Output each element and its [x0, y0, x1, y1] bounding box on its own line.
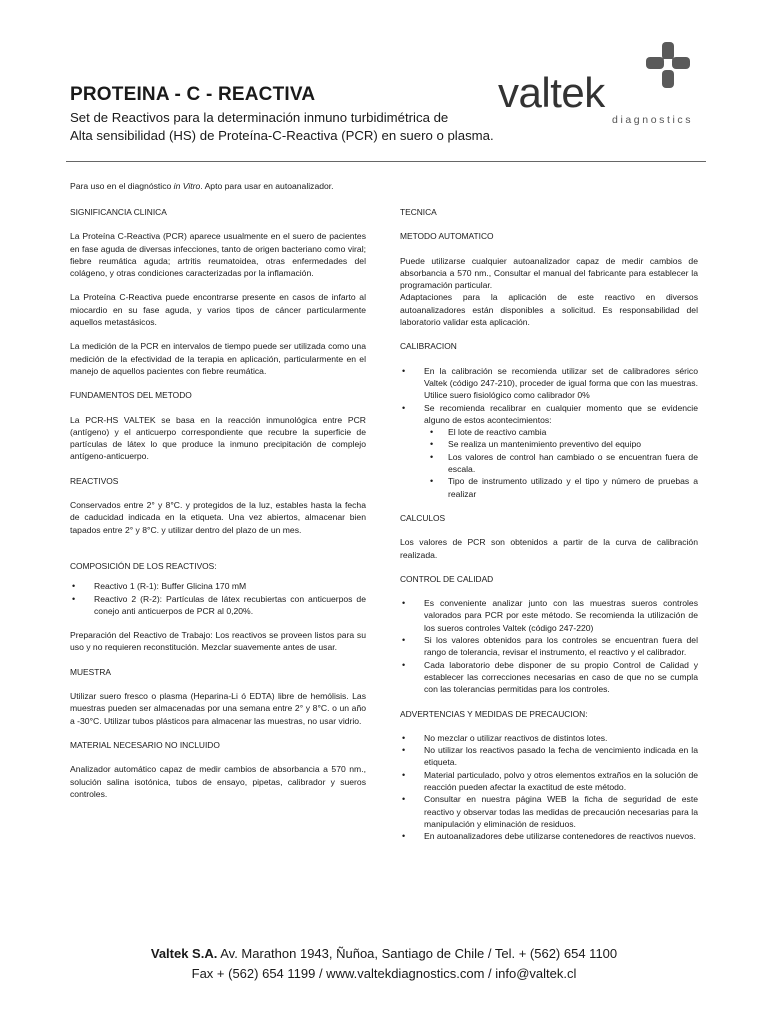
valtek-logo: [498, 36, 698, 136]
list-item: • Los valores de control han cambiado o se encuentran fuera de escala.: [430, 451, 698, 476]
heading-control: CONTROL DE CALIDAD: [400, 573, 494, 584]
document-subtitle: [70, 109, 510, 145]
valtek-cross-logo-icon: [646, 40, 690, 90]
heading-calibracion: CALIBRACION: [400, 341, 457, 352]
heading-muestra: MUESTRA: [70, 666, 111, 677]
heading-reactivos: REACTIVOS: [70, 475, 119, 486]
heading-advertencias: ADVERTENCIAS Y MEDIDAS DE PRECAUCION:: [400, 708, 588, 719]
intro-text: Para uso en el diagnóstico: [70, 181, 174, 191]
preparacion-paragraph: Preparación del Reactivo de Trabajo: Los reactivos se proveen listos para su uso y no requieren reconstitución. Mezclar suavemente antes de usar.: [70, 630, 366, 653]
logo-wordmark: valtek: [498, 69, 605, 116]
subtitle-line-1: Set de Reactivos para la determinación inmuno turbidimétrica de: [70, 110, 449, 125]
heading-metodo: METODO AUTOMATICO: [400, 231, 494, 242]
list-item: • Se realiza un mantenimiento preventivo del equipo: [430, 438, 698, 450]
list-item: • Es conveniente analizar junto con las muestras sueros controles valorados para PCR por este método. Se recomienda la utilización de los sueros controles Valtek (código 247-220): [400, 597, 698, 634]
metodo-paragraph-1: Puede utilizarse cualquier autoanalizador capaz de medir cambios de absorbancia a 570 nm., Consultar el manual del fabricante para establecer la programación particular.: [400, 255, 698, 291]
list-item: • En la calibración se recomienda utilizar set de calibradores sérico Valtek (código 247-210), proceder de igual forma que con las muestras. Utilice suero fisiológico como calibrador 0%: [400, 365, 698, 402]
heading-material: MATERIAL NECESARIO NO INCLUIDO: [70, 739, 220, 750]
calculos-paragraph: Los valores de PCR son obtenidos a partir de la curva de calibración realizada.: [400, 537, 698, 560]
significancia-paragraph-3: La medición de la PCR en intervalos de tiempo puede ser utilizada como una medición de la efectividad de la terapia en aplicación, particularmente en el manejo de aquellos pacientes con fiebre reumática.: [70, 341, 366, 376]
footer-address: Av. Marathon 1943, Ñuñoa, Santiago de Chile / Tel. + (562) 654 1100: [217, 946, 618, 961]
significancia-paragraph-2: La Proteína C-Reactiva puede encontrarse presente en casos de infarto al miocardio en su fase aguda, y varios tipos de cáncer particularmente aquellos metastásicos.: [70, 292, 366, 328]
material-paragraph: Analizador automático capaz de medir cambios de absorbancia a 570 nm., solución salina isotónica, tubos de ensayo, pipetas, calibrador y sueros controles.: [70, 764, 366, 799]
list-item: • Reactivo 2 (R-2): Partículas de látex recubiertas con anticuerpos de conejo anti anticuerpos de PCR al 0,20%.: [70, 593, 366, 618]
muestra-paragraph: Utilizar suero fresco o plasma (Heparina-Li ó EDTA) libre de hemólisis. Las muestras pueden ser almacenadas por una semana entre 2° y 8°C. o un año a -30°C. Utilizar tubos plásticos para almacenar las muestras, no usar vidrio.: [70, 691, 366, 726]
list-item: • No mezclar o utilizar reactivos de distintos lotes.: [400, 732, 698, 744]
heading-tecnica: TECNICA: [400, 207, 437, 217]
intro-line: [70, 181, 334, 191]
list-item: • Cada laboratorio debe disponer de su propio Control de Calidad y establecer las correcciones necesarias en caso de que no se cumpla con las tolerancias permitidas para los controles.: [400, 659, 698, 696]
composicion-list: [70, 580, 366, 617]
heading-composicion: COMPOSICIÓN DE LOS REACTIVOS:: [70, 560, 217, 571]
list-item: • Se recomienda recalibrar en cualquier momento que se evidencie alguno de estos acontecimientos:: [400, 402, 698, 427]
significancia-paragraph-1: La Proteína C-Reactiva (PCR) aparece usualmente en el suero de pacientes en fase aguda de diversas infecciones, tanto de origen bacteriano como viral; fiebre reumática aguda; artritis reumatoidea, otras enfermedades del colágeno, y otras condiciones caracterizadas por la inflamación.: [70, 231, 366, 279]
heading-fundamentos: FUNDAMENTOS DEL METODO: [70, 390, 192, 401]
footer-company: Valtek S.A.: [150, 946, 218, 961]
advertencias-list: [400, 732, 698, 843]
footer-line-1: [0, 944, 768, 964]
logo-tagline: diagnostics: [612, 114, 694, 126]
list-item: • En autoanalizadores debe utilizarse contenedores de reactivos nuevos.: [400, 830, 698, 842]
reactivos-paragraph: Conservados entre 2° y 8°C. y protegidos de la luz, estables hasta la fecha de caducidad indicada en la etiqueta. Una vez abiertos, almacenar bien tapados entre 2° y 8°C. y utilizar dentro del plazo de un mes.: [70, 500, 366, 535]
control-list: [400, 597, 698, 695]
heading-calculos: CALCULOS: [400, 512, 446, 523]
list-item: • Consultar en nuestra página WEB la ficha de seguridad de este reactivo y observar todas las medidas de precaución necesarias para la manipulación y eliminación de residuos.: [400, 793, 698, 830]
list-item: • Reactivo 1 (R-1): Buffer Glicina 170 mM: [70, 580, 366, 592]
list-item: • No utilizar los reactivos pasado la fecha de vencimiento indicada en la etiqueta.: [400, 744, 698, 769]
page-footer: [0, 944, 768, 984]
heading-significancia: SIGNIFICANCIA CLINICA: [70, 207, 167, 217]
subtitle-line-2: Alta sensibilidad (HS) de Proteína-C-Reactiva (PCR) en suero o plasma.: [70, 128, 494, 143]
right-column: [400, 206, 698, 842]
metodo-paragraph-2: Adaptaciones para la aplicación de este reactivo en diversos autoanalizadores están disponibles a solicitud. Es responsabilidad del laboratorio validar esta aplicación.: [400, 292, 698, 328]
intro-italic: in Vitro: [173, 181, 201, 191]
intro-text-end: . Apto para usar en autoanalizador.: [200, 181, 334, 191]
list-item: • Tipo de instrumento utilizado y el tipo y número de pruebas a realizar: [430, 475, 698, 500]
list-item: • El lote de reactivo cambia: [430, 426, 698, 438]
list-item: • Material particulado, polvo y otros elementos extraños en la solución de reacción pueden afectar la exactitud de este método.: [400, 769, 698, 794]
fundamentos-paragraph: La PCR-HS VALTEK se basa en la reacción inmunológica entre PCR (antígeno) y el anticuerpo correspondiente que recubre la superficie de partículas de látex lo que produce la inmuno precipitación de complejo antígeno-anticuerpo.: [70, 414, 366, 462]
calibracion-sublist: [400, 426, 698, 500]
document-title: PROTEINA - C - REACTIVA: [70, 84, 316, 105]
calibracion-list: [400, 365, 698, 426]
list-item: • Si los valores obtenidos para los controles se encuentran fuera del rango de tolerancia, revisar el instrumento, el reactivo y el calibrador.: [400, 634, 698, 659]
left-column: [70, 206, 366, 800]
header-divider: [66, 161, 706, 162]
footer-line-2: Fax + (562) 654 1199 / www.valtekdiagnostics.com / info@valtek.cl: [191, 966, 577, 981]
